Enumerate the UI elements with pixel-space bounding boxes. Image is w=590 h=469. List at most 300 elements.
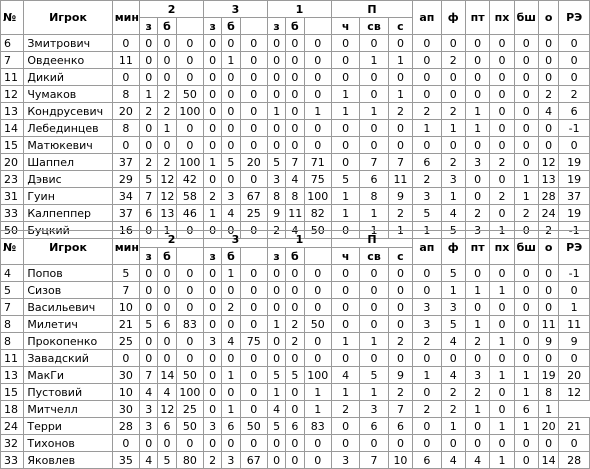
stat-cell: 2 [140, 154, 158, 171]
stat-cell: 2 [388, 333, 412, 350]
player-name: Гуин [24, 188, 112, 205]
stat-cell: 0 [222, 171, 240, 188]
stat-cell: 0 [413, 35, 441, 52]
stat-cell: 0 [267, 35, 285, 52]
stat-cell: 4 [441, 333, 465, 350]
stat-cell: 0 [240, 265, 267, 282]
stat-cell: 8 [538, 384, 558, 401]
stat-cell: 0 [360, 282, 388, 299]
stat-cell: 0 [286, 265, 304, 282]
stat-cell: 0 [538, 265, 558, 282]
player-name: Чумаков [24, 86, 112, 103]
stat-cell: 1 [413, 367, 441, 384]
stat-cell: 0 [538, 350, 558, 367]
stat-cell: 0 [158, 282, 176, 299]
stat-cell: 0 [204, 120, 222, 137]
stat-cell: 1 [514, 418, 538, 435]
stat-cell: 0 [304, 435, 331, 452]
stat-cell: 0 [140, 52, 158, 69]
stat-cell: 0 [267, 350, 285, 367]
header-three-pointers: 3 [204, 231, 268, 248]
stat-cell: 0 [388, 299, 412, 316]
stat-cell: 1 [222, 52, 240, 69]
stat-cell: 0 [514, 265, 538, 282]
stat-cell: 1 [514, 384, 538, 401]
team-stats-table [0, 230, 590, 469]
stat-cell: 5 [360, 367, 388, 384]
stat-cell: 12 [538, 154, 558, 171]
player-row [1, 418, 590, 435]
header-reb-def: с [388, 18, 412, 35]
stat-cell: 19 [559, 205, 590, 222]
stat-cell: 6 [222, 418, 240, 435]
header-row-groups [1, 231, 590, 248]
stat-cell: 3 [204, 333, 222, 350]
stat-cell: 0 [222, 137, 240, 154]
header-percent [304, 248, 331, 265]
stat-cell: 0 [140, 299, 158, 316]
stat-cell: 0 [140, 282, 158, 299]
header-attempted: б [222, 18, 240, 35]
stat-cell: 100 [304, 367, 331, 384]
stat-cell: 0 [240, 52, 267, 69]
stat-cell: 0 [140, 120, 158, 137]
stat-cell: 24 [538, 205, 558, 222]
stat-cell: 0 [514, 103, 538, 120]
stat-cell: 2 [286, 333, 304, 350]
stat-cell: 0 [304, 452, 331, 469]
stat-cell: 0 [240, 171, 267, 188]
stat-cell: 50 [176, 86, 203, 103]
stat-cell: 0 [112, 435, 139, 452]
stat-cell: 0 [304, 333, 331, 350]
header-steals: пх [490, 231, 514, 265]
player-row [1, 171, 590, 188]
stat-cell: 1 [267, 316, 285, 333]
stat-cell: 0 [286, 103, 304, 120]
stat-cell: 1 [465, 103, 489, 120]
stat-cell: 3 [465, 154, 489, 171]
stat-cell: 0 [538, 282, 558, 299]
stat-cell: 0 [304, 350, 331, 367]
stat-cell: 3 [413, 299, 441, 316]
stat-cell: 2 [267, 222, 285, 239]
header-percent [240, 18, 267, 35]
stat-cell: 2 [204, 452, 222, 469]
stat-cell: 19 [559, 154, 590, 171]
stat-cell: 0 [413, 86, 441, 103]
stat-cell: 0 [286, 69, 304, 86]
stat-cell: 0 [331, 35, 359, 52]
header-percent [176, 18, 203, 35]
stat-cell: 14 [158, 367, 176, 384]
stat-cell: 0 [222, 35, 240, 52]
stat-cell: 0 [413, 418, 441, 435]
stat-cell: 0 [158, 52, 176, 69]
player-row [1, 103, 590, 120]
stat-cell: 0 [538, 299, 558, 316]
stat-cell: 11 [286, 205, 304, 222]
stat-cell: 0 [514, 282, 538, 299]
player-name: Змитрович [24, 35, 112, 52]
stat-cell: 67 [240, 452, 267, 469]
player-name: Попов [24, 265, 112, 282]
stat-cell: 0 [140, 137, 158, 154]
stat-cell: 0 [267, 282, 285, 299]
stat-cell: 20 [240, 154, 267, 171]
stat-cell: 21 [112, 316, 139, 333]
player-name: Калпеппер [24, 205, 112, 222]
stat-cell: 0 [286, 435, 304, 452]
player-row [1, 384, 590, 401]
stat-cell: 0 [490, 35, 514, 52]
header-assists: ап [413, 1, 441, 35]
player-row [1, 137, 590, 154]
stat-cell: 2 [490, 188, 514, 205]
stat-cell: 3 [331, 452, 359, 469]
stat-cell: 3 [465, 222, 489, 239]
stat-cell: 1 [490, 222, 514, 239]
stat-cell: 0 [112, 350, 139, 367]
stat-cell: 0 [222, 384, 240, 401]
stat-cell: 80 [176, 452, 203, 469]
stat-cell: 5 [331, 171, 359, 188]
stat-cell: 0 [286, 282, 304, 299]
stat-cell: 1 [559, 299, 590, 316]
stat-cell: 2 [204, 188, 222, 205]
stat-cell: 19 [559, 171, 590, 188]
player-row [1, 188, 590, 205]
stat-cell: 3 [267, 171, 285, 188]
stat-cell: 5 [112, 265, 139, 282]
stat-cell: 0 [441, 435, 465, 452]
stat-cell: 0 [140, 35, 158, 52]
stat-cell: 1 [331, 86, 359, 103]
player-name: Овдеенко [24, 52, 112, 69]
header-reb-free: св [360, 248, 388, 265]
stat-cell: 2 [465, 333, 489, 350]
stat-cell: 0 [514, 69, 538, 86]
stat-cell: 100 [176, 103, 203, 120]
player-number: 7 [1, 299, 24, 316]
header-rebounds: П [331, 1, 412, 18]
stat-cell: 100 [304, 188, 331, 205]
stat-cell: 1 [360, 52, 388, 69]
player-number: 14 [1, 120, 24, 137]
stat-cell: 0 [465, 350, 489, 367]
stat-cell: 0 [140, 265, 158, 282]
stat-cell: 0 [490, 299, 514, 316]
stat-cell: 13 [538, 171, 558, 188]
header-player: Игрок [24, 231, 112, 265]
stat-cell: 4 [441, 205, 465, 222]
stat-cell: 0 [490, 350, 514, 367]
stat-cell: 37 [112, 154, 139, 171]
stat-cell: 3 [360, 401, 388, 418]
stat-cell: 2 [413, 401, 441, 418]
stat-cell: 0 [490, 103, 514, 120]
stat-cell: 0 [360, 435, 388, 452]
stat-cell: 11 [112, 52, 139, 69]
stat-cell: 1 [222, 401, 240, 418]
header-percent [304, 18, 331, 35]
stat-cell: 6 [158, 418, 176, 435]
player-name: Дэвис [24, 171, 112, 188]
stat-cell: 71 [304, 154, 331, 171]
stat-cell: 1 [441, 188, 465, 205]
stat-cell: 0 [490, 435, 514, 452]
header-reb-free: св [360, 18, 388, 35]
stat-cell: 1 [204, 205, 222, 222]
stat-cell: 0 [490, 69, 514, 86]
stat-cell: 0 [465, 69, 489, 86]
stat-cell: 0 [267, 69, 285, 86]
player-number: 33 [1, 205, 24, 222]
stat-cell: 0 [465, 137, 489, 154]
stat-cell: 0 [490, 265, 514, 282]
stat-cell: 4 [222, 333, 240, 350]
stat-cell: 2 [465, 384, 489, 401]
stat-cell: 0 [267, 137, 285, 154]
stat-cell: 8 [360, 188, 388, 205]
player-row [1, 401, 590, 418]
stat-cell: 0 [465, 52, 489, 69]
player-number: 50 [1, 222, 24, 239]
stat-cell: 1 [388, 52, 412, 69]
player-number: 33 [1, 452, 24, 469]
stat-cell: 0 [222, 103, 240, 120]
stat-cell: 0 [360, 86, 388, 103]
player-row [1, 52, 590, 69]
header-attempted: б [222, 248, 240, 265]
stat-cell: 2 [388, 103, 412, 120]
stat-cell: 11 [388, 171, 412, 188]
stat-cell: 0 [240, 367, 267, 384]
stat-cell: 1 [331, 205, 359, 222]
stat-cell: 0 [158, 35, 176, 52]
stat-cell: 1 [222, 265, 240, 282]
stat-cell: 0 [538, 435, 558, 452]
stat-cell: 0 [514, 137, 538, 154]
stat-cell: 6 [360, 418, 388, 435]
header-attempted: б [286, 18, 304, 35]
stat-cell: 0 [388, 435, 412, 452]
stat-cell: 0 [222, 222, 240, 239]
stat-cell: 0 [286, 299, 304, 316]
player-number: 31 [1, 188, 24, 205]
stat-cell: 0 [176, 282, 203, 299]
stat-cell: 0 [240, 384, 267, 401]
stat-cell: 11 [538, 316, 558, 333]
header-reb-own: ч [331, 18, 359, 35]
header-reb-own: ч [331, 248, 359, 265]
player-number: 4 [1, 265, 24, 282]
stat-cell: 0 [538, 35, 558, 52]
stat-cell: 2 [388, 384, 412, 401]
header-turnovers: пт [465, 1, 489, 35]
stat-cell: 0 [204, 86, 222, 103]
player-row [1, 367, 590, 384]
stat-cell: 75 [240, 333, 267, 350]
stat-cell: 0 [331, 282, 359, 299]
stat-cell: 0 [176, 350, 203, 367]
stat-cell: 0 [267, 435, 285, 452]
stat-cell: 35 [112, 452, 139, 469]
player-row [1, 452, 590, 469]
stat-cell: 3 [441, 299, 465, 316]
stat-cell: 1 [490, 282, 514, 299]
stat-cell: 5 [441, 222, 465, 239]
stat-cell: 0 [465, 265, 489, 282]
player-number: 6 [1, 35, 24, 52]
player-name: Пустовий [24, 384, 112, 401]
player-name: Васильевич [24, 299, 112, 316]
stat-cell: 0 [465, 86, 489, 103]
stat-cell: 0 [413, 282, 441, 299]
header-attempted: б [286, 248, 304, 265]
stat-cell: 10 [388, 452, 412, 469]
stat-cell: 1 [331, 384, 359, 401]
player-name: Шаппел [24, 154, 112, 171]
stat-cell: 0 [304, 69, 331, 86]
stat-cell: 11 [559, 316, 590, 333]
stat-cell: 100 [176, 384, 203, 401]
stat-cell: 67 [240, 188, 267, 205]
header-percent [240, 248, 267, 265]
stat-cell: 0 [286, 86, 304, 103]
header-attempted: б [158, 248, 176, 265]
stat-cell: 0 [176, 69, 203, 86]
stat-cell: 0 [286, 137, 304, 154]
stat-cell: 0 [490, 52, 514, 69]
stat-cell: 0 [360, 69, 388, 86]
stat-cell: 7 [112, 282, 139, 299]
player-name: Сизов [24, 282, 112, 299]
stat-cell: 20 [538, 418, 558, 435]
stat-cell: 0 [176, 435, 203, 452]
stat-cell: 9 [267, 205, 285, 222]
stat-cell: 0 [222, 435, 240, 452]
stat-cell: 8 [267, 188, 285, 205]
stat-cell: 0 [240, 137, 267, 154]
header-three-pointers: 3 [204, 1, 268, 18]
player-row [1, 316, 590, 333]
stat-cell: 5 [413, 205, 441, 222]
stat-cell: 0 [204, 69, 222, 86]
player-name: Терри [24, 418, 112, 435]
stat-cell: -1 [559, 265, 590, 282]
header-efficiency: РЭ [559, 231, 590, 265]
stat-cell: 6 [413, 154, 441, 171]
header-assists: ап [413, 231, 441, 265]
header-made: з [140, 18, 158, 35]
stat-cell: 4 [441, 367, 465, 384]
stat-cell: 1 [514, 188, 538, 205]
stat-cell: 8 [112, 86, 139, 103]
stat-cell: 2 [538, 222, 558, 239]
stat-cell: 0 [158, 350, 176, 367]
player-number: 8 [1, 316, 24, 333]
stat-cell: 0 [176, 52, 203, 69]
stat-cell: 0 [538, 120, 558, 137]
stat-cell: 0 [360, 299, 388, 316]
header-fouls: ф [441, 1, 465, 35]
stat-cell: 0 [304, 86, 331, 103]
stat-cell: 2 [158, 154, 176, 171]
stat-cell: 1 [388, 222, 412, 239]
stat-cell: 2 [158, 103, 176, 120]
player-number: 13 [1, 367, 24, 384]
stat-cell: 5 [222, 154, 240, 171]
stat-cell: 0 [559, 282, 590, 299]
header-attempted: б [158, 18, 176, 35]
stat-cell: 1 [360, 333, 388, 350]
stat-cell: 30 [112, 367, 139, 384]
stat-cell: 5 [286, 367, 304, 384]
stat-cell: 0 [331, 418, 359, 435]
stat-cell: 0 [413, 137, 441, 154]
stat-cell: 1 [331, 333, 359, 350]
stat-cell: 1 [331, 188, 359, 205]
stat-cell: 50 [176, 367, 203, 384]
stat-cell: 0 [413, 265, 441, 282]
stat-cell: 2 [413, 333, 441, 350]
stat-cell: 9 [388, 188, 412, 205]
header-row-groups [1, 1, 590, 18]
stat-cell: 0 [204, 265, 222, 282]
stat-cell: 10 [112, 299, 139, 316]
stat-cell: 0 [388, 35, 412, 52]
stat-cell: 28 [538, 188, 558, 205]
stat-cell: 0 [465, 35, 489, 52]
stat-cell: 1 [304, 401, 331, 418]
stat-cell: 0 [360, 265, 388, 282]
player-number: 18 [1, 401, 24, 418]
stat-cell: 0 [388, 120, 412, 137]
stat-cell: 4 [465, 452, 489, 469]
header-two-pointers: 2 [140, 1, 204, 18]
stat-cell: 0 [240, 35, 267, 52]
stat-cell: 0 [112, 137, 139, 154]
stat-cell: 2 [465, 205, 489, 222]
stat-cell: 7 [360, 154, 388, 171]
stat-cell: 0 [413, 350, 441, 367]
header-made: з [267, 248, 285, 265]
stat-cell: 20 [559, 367, 590, 384]
stat-cell: 0 [360, 316, 388, 333]
stat-cell: 1 [267, 384, 285, 401]
player-number: 7 [1, 52, 24, 69]
header-points: о [538, 231, 558, 265]
header-free-throws: 1 [267, 1, 331, 18]
stat-cell: 0 [490, 384, 514, 401]
stat-cell: 83 [304, 418, 331, 435]
stat-cell: 5 [267, 418, 285, 435]
header-made: з [267, 18, 285, 35]
stat-cell: 0 [514, 333, 538, 350]
stat-cell: 0 [140, 333, 158, 350]
header-made: з [140, 248, 158, 265]
stat-cell: 50 [240, 418, 267, 435]
stat-cell: 2 [514, 205, 538, 222]
stat-cell: 10 [112, 384, 139, 401]
stat-cell: 3 [140, 418, 158, 435]
stat-cell: 0 [331, 52, 359, 69]
stat-cell: 9 [388, 367, 412, 384]
stat-cell: 2 [413, 103, 441, 120]
stat-cell: 4 [286, 171, 304, 188]
stat-cell: 0 [204, 171, 222, 188]
